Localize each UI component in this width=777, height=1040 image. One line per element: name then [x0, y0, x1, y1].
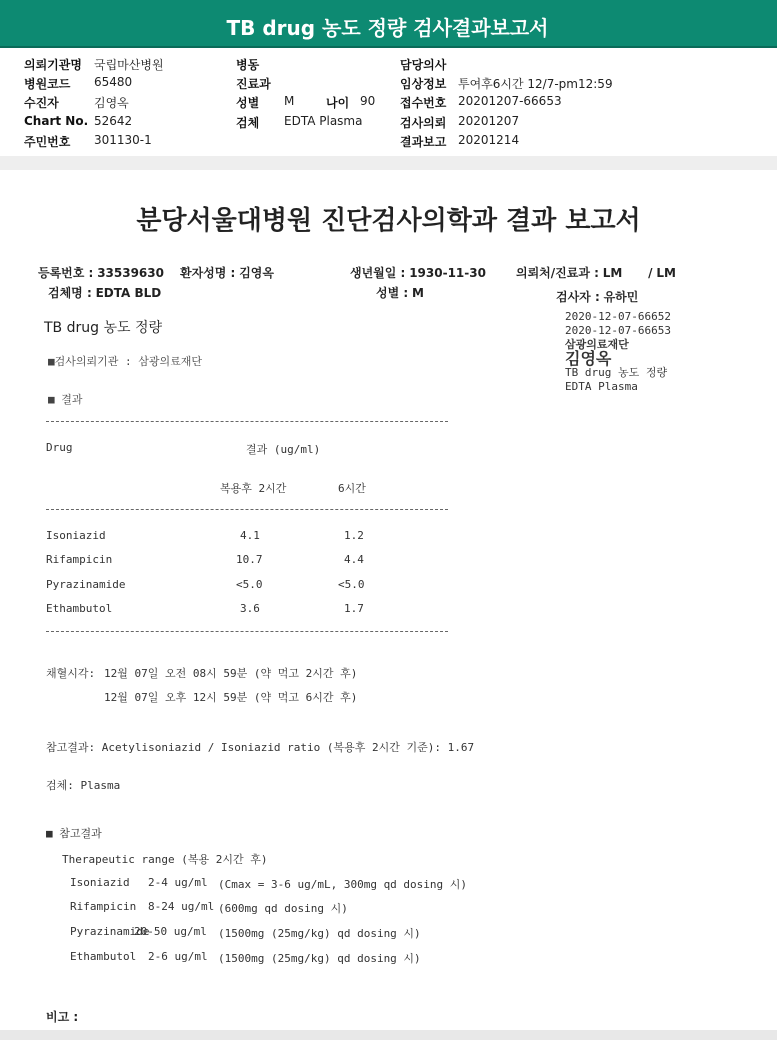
- info-label: Chart No.: [24, 114, 89, 128]
- sampling-time-2: 12월 07일 오후 12시 59분 (약 먹고 6시간 후): [104, 691, 358, 704]
- test-name: TB drug 농도 정량: [44, 320, 163, 336]
- birth-date-label: 생년월일 :: [350, 266, 406, 280]
- info-label: 병동: [236, 58, 260, 72]
- result-6h: 1.7: [344, 602, 364, 615]
- range-value: 20-50 ug/ml: [134, 925, 207, 938]
- patient-name-value: 김영옥: [239, 266, 274, 280]
- result-2h: <5.0: [236, 578, 263, 591]
- info-row-doctor: [400, 56, 458, 73]
- report-sex-label: 성별 :: [376, 286, 409, 300]
- drug-name: Pyrazinamide: [46, 578, 126, 591]
- tester-label: 검사자 :: [556, 290, 600, 304]
- requesting-dept-value1: LM: [602, 266, 623, 280]
- info-row-chart-no: [24, 114, 132, 128]
- order-info-panel: [0, 48, 777, 157]
- result-6h: 4.4: [344, 553, 364, 566]
- tester-value: 유하민: [603, 290, 639, 304]
- section-divider: [0, 156, 777, 170]
- info-row-age: [326, 94, 375, 111]
- remark-label: 비고 :: [46, 1010, 79, 1024]
- requesting-dept-sep: /: [648, 266, 653, 280]
- range-drug: Rifampicin: [70, 900, 137, 913]
- info-label: 나이: [326, 96, 350, 110]
- specimen-name: [48, 284, 161, 301]
- birth-date-value: 1930-11-30: [409, 266, 486, 280]
- range-drug: Ethambutol: [70, 950, 137, 963]
- therapeutic-range-title: Therapeutic range (복용 2시간 후): [62, 853, 268, 866]
- result-2h: 10.7: [236, 553, 263, 566]
- info-value: 52642: [94, 114, 133, 128]
- info-label: 수진자: [24, 96, 59, 110]
- info-value: 국립마산병원: [94, 58, 164, 72]
- info-label: 검사의뢰: [400, 116, 447, 130]
- info-row-patient: [24, 94, 129, 111]
- result-2h: 3.6: [240, 602, 260, 615]
- info-label: 병원코드: [24, 77, 71, 91]
- requesting-dept-label: 의뢰처/진료과 :: [516, 266, 599, 280]
- info-label: 검체: [236, 116, 260, 130]
- table-rule-bottom: [46, 631, 448, 632]
- sticker-test: TB drug 농도 정량: [565, 366, 668, 379]
- result-2h: 4.1: [240, 529, 260, 542]
- sticker-patient: 김영옥: [565, 349, 612, 368]
- info-label: 성별: [236, 96, 260, 110]
- patient-name-label: 환자성명 :: [180, 266, 236, 280]
- drug-name: Ethambutol: [46, 602, 113, 615]
- specimen-name-label: 검체명 :: [48, 286, 92, 300]
- range-note: (Cmax = 3-6 ug/mL, 300mg qd dosing 시): [218, 878, 468, 891]
- drug-name: Rifampicin: [46, 553, 113, 566]
- reg-no-label: 등록번호 :: [38, 266, 94, 280]
- info-row-specimen: [236, 114, 362, 131]
- range-note: (1500mg (25mg/kg) qd dosing 시): [218, 952, 421, 965]
- info-row-receipt-no: [400, 94, 562, 111]
- result-6h: 1.2: [344, 529, 364, 542]
- info-value: 65480: [94, 75, 133, 89]
- col-header-drug: Drug: [46, 441, 73, 454]
- info-value: 90: [360, 94, 376, 108]
- sticker-specimen: EDTA Plasma: [565, 380, 638, 393]
- info-row-sex: [236, 94, 294, 111]
- report-sex-value: M: [412, 286, 424, 300]
- info-value: 투여후6시간 12/7-pm12:59: [458, 77, 613, 91]
- report-sex: [376, 284, 424, 301]
- sampling-label: 채혈시각:: [46, 667, 96, 680]
- info-row-resident-no: [24, 133, 152, 150]
- result-6h: <5.0: [338, 578, 365, 591]
- patient-name: [180, 264, 274, 281]
- range-value: 2-4 ug/ml: [148, 876, 208, 889]
- range-drug: Pyrazinamide: [70, 925, 150, 938]
- info-label: 접수번호: [400, 96, 447, 110]
- specimen-label-sticker: [565, 310, 725, 410]
- info-value: 20201207: [458, 114, 520, 128]
- table-rule-top: [46, 421, 448, 422]
- sticker-receipt-2: 2020-12-07-66653: [565, 324, 671, 337]
- info-row-institution: [24, 56, 164, 73]
- requesting-dept: [516, 264, 676, 281]
- info-label: 담당의사: [400, 58, 447, 72]
- institution-line: ■검사의뢰기관 : 삼광의료재단: [48, 355, 203, 368]
- info-row-clinical-info: [400, 75, 613, 92]
- range-note: (1500mg (25mg/kg) qd dosing 시): [218, 927, 421, 940]
- range-drug: Isoniazid: [70, 876, 130, 889]
- report-header-bar: [0, 0, 777, 48]
- range-value: 2-6 ug/ml: [148, 950, 208, 963]
- info-row-report-date: [400, 133, 519, 150]
- birth-date: [350, 264, 486, 281]
- page-bottom-edge: [0, 1030, 777, 1040]
- reference-result: 참고결과: Acetylisoniazid / Isoniazid ratio (복용후 2시간 기준): 1.67: [46, 741, 475, 754]
- requesting-dept-value2: LM: [656, 266, 676, 280]
- info-label: 임상정보: [400, 77, 447, 91]
- info-value: 301130-1: [94, 133, 152, 147]
- info-row-hospital-code: [24, 75, 132, 92]
- range-note: (600mg qd dosing 시): [218, 902, 348, 915]
- info-label: 결과보고: [400, 135, 447, 149]
- table-rule-mid: [46, 509, 448, 510]
- scanned-report: [0, 170, 777, 1030]
- result-heading: ■ 결과: [48, 393, 83, 406]
- specimen-note: 검체: Plasma: [46, 779, 121, 792]
- info-value: 20201207-66653: [458, 94, 562, 108]
- info-value: 20201214: [458, 133, 520, 147]
- reference-heading: ■ 참고결과: [46, 827, 102, 840]
- drug-name: Isoniazid: [46, 529, 106, 542]
- sticker-institution: 삼광의료재단: [565, 338, 629, 351]
- info-label: 진료과: [236, 77, 271, 91]
- info-value: EDTA Plasma: [284, 114, 363, 128]
- reg-no: [38, 264, 164, 281]
- col-header-6h: 6시간: [338, 482, 366, 495]
- report-title: 분당서울대병원 진단검사의학과 결과 보고서: [136, 206, 641, 236]
- specimen-name-value: EDTA BLD: [95, 286, 162, 300]
- info-row-request-date: [400, 114, 519, 131]
- report-header-title: TB drug 농도 정량 검사결과보고서: [2, 8, 773, 44]
- info-row-ward: [236, 56, 284, 73]
- sampling-time-1: 12월 07일 오전 08시 59분 (약 먹고 2시간 후): [104, 667, 358, 680]
- col-header-result: 결과 (ug/ml): [246, 443, 321, 456]
- col-header-2h: 복용후 2시간: [220, 482, 287, 495]
- info-row-department: [236, 75, 284, 92]
- range-value: 8-24 ug/ml: [148, 900, 215, 913]
- info-label: 의뢰기관명: [24, 58, 82, 72]
- info-value: 김영옥: [94, 96, 129, 110]
- sticker-receipt-1: 2020-12-07-66652: [565, 310, 671, 323]
- reg-no-value: 33539630: [97, 266, 164, 280]
- info-value: M: [284, 94, 295, 108]
- tester: [556, 288, 638, 305]
- info-label: 주민번호: [24, 135, 71, 149]
